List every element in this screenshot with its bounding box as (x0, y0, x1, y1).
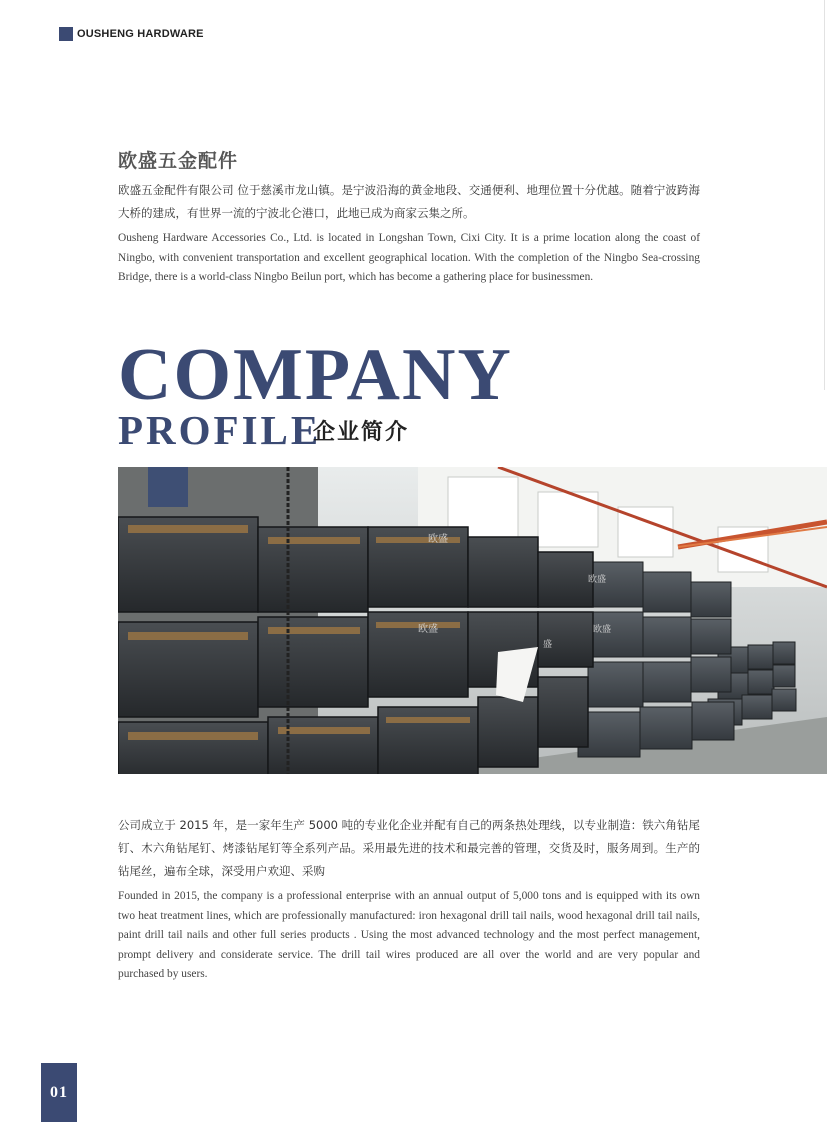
page-number: 01 (41, 1063, 77, 1122)
bin-label: 欧盛 (418, 624, 438, 635)
description-chinese-paragraph: 公司成立于 2015 年，是一家年生产 5000 吨的专业化企业并配有自己的两条热处理线，以专业制造：铁六角钻尾钉、木六角钻尾钉、烤漆钻尾钉等全系列产品。采用最先进的技术和最完善的管理，交货及时，服务周到。生产的钻尾丝，遍布全球，深受用户欢迎、采购 (118, 818, 700, 878)
heading-profile: PROFILE (118, 407, 322, 453)
brand-header (59, 27, 204, 41)
brand-name: OUSHENG HARDWARE (77, 28, 204, 40)
brand-square-icon (59, 27, 73, 41)
bin-label: 欧盛 (588, 575, 607, 585)
intro-title: 欧盛五金配件 (118, 150, 239, 172)
bin-label: 欧盛 (593, 625, 612, 635)
intro-chinese-paragraph: 欧盛五金配件有限公司 位于慈溪市龙山镇。是宁波沿海的黄金地段、交通便利、地理位置十分优越。随着宁波跨海大桥的建成，有世界一流的宁波北仑港口，此地已成为商家云集之所。 (118, 183, 700, 220)
bin-label: 欧盛 (428, 534, 448, 545)
company-description (118, 814, 700, 985)
description-english-paragraph: Founded in 2015, the company is a professional enterprise with an annual output of 5,000 tons and is equipped with its own two heat treatment lines, which are professionally manufactured: iron hexagonal drill tail nails, wood hexagonal drill tail nails, paint drill tail nails and other full series products . Using the most advanced technology and the most perfect management, prompt delivery and considerate service. The drill tail wires produced are all over the world and are very popular and purchased by users. (118, 890, 700, 980)
heading-chinese: 企业简介 (313, 420, 410, 445)
intro-section (118, 146, 700, 288)
bin-label: 盛 (543, 640, 553, 650)
page-edge-line (824, 0, 825, 390)
intro-english-paragraph: Ousheng Hardware Accessories Co., Ltd. is located in Longshan Town, Cixi City. It is a prime location along the coast of Ningbo, with convenient transportation and excellent geographical location. With the completion of the Ningbo Sea-crossing Bridge, there is a world-class Ningbo Beilun port, which has become a gathering place for businessmen. (118, 232, 700, 283)
factory-photo (118, 467, 827, 774)
heading-company: COMPANY (118, 334, 513, 416)
